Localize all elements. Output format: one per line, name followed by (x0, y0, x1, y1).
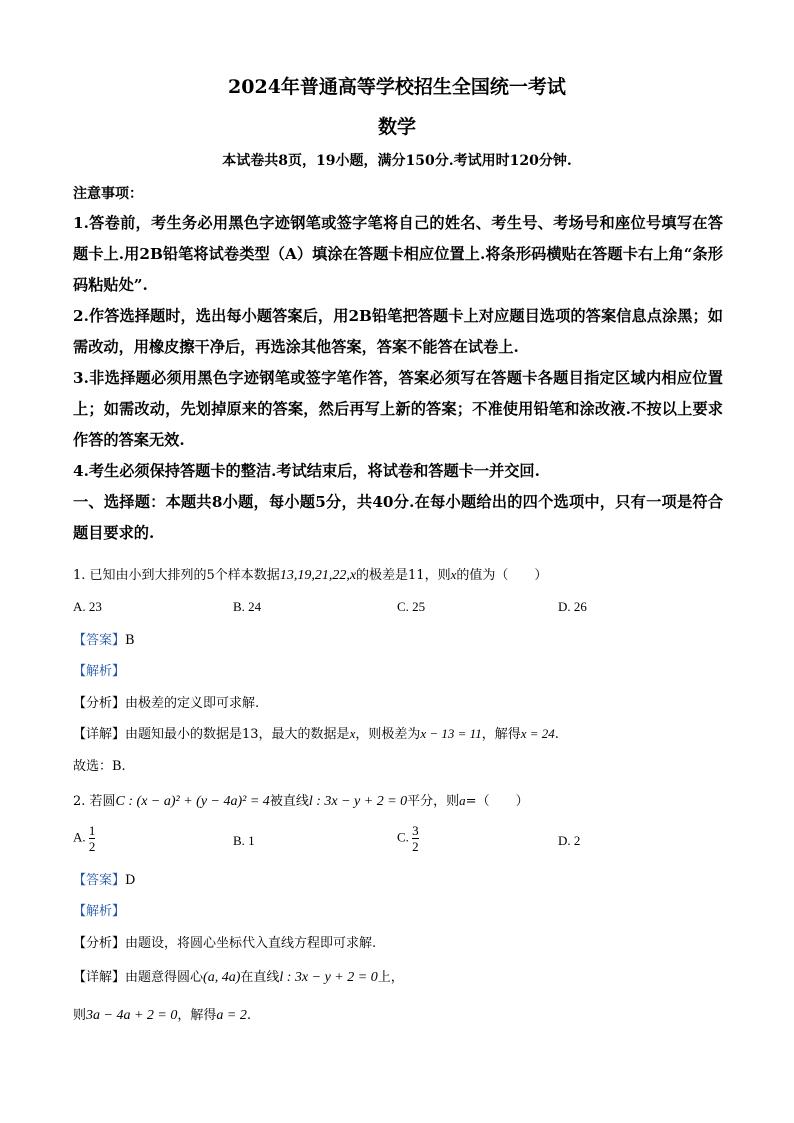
q2-analysis-tag: 【解析】 (73, 904, 126, 919)
solution-text-b: ，解得 (177, 1008, 217, 1023)
fenxi-tag: 【分析】 (73, 696, 126, 711)
q2-line-equation: l : 3x − y + 2 = 0 (308, 794, 408, 809)
detail-line-equation: l : 3x − y + 2 = 0 (279, 970, 378, 985)
q2-suffix: =（ ） (465, 794, 529, 809)
notice-item-4: 4.考生必须保持答题卡的整洁.考试结束后，将试卷和答题卡一并交回. (73, 462, 540, 480)
answer-tag: 【答案】 (73, 633, 126, 648)
fraction-denominator: 2 (412, 839, 419, 854)
q1-detail (73, 723, 559, 742)
q2-mid2: 平分，则 (407, 794, 460, 809)
q1-data: 13,19,21,22,x (279, 568, 357, 583)
q1-option-a: A. 23 (73, 599, 102, 614)
solution-equation: 3a − 4a + 2 = 0 (86, 1008, 178, 1023)
q2-fenxi (73, 932, 376, 951)
q2-var: a (459, 793, 466, 808)
answer-value: D (125, 873, 136, 888)
notice-item-1: 1.答卷前，考生务必用黑色字迹钢笔或签字笔将自己的姓名、考生号、考场号和座位号填写在答题卡上.用2B铅笔将试卷类型（A）填涂在答题卡相应位置上.将条形码横贴在答题卡右上角“条形码粘贴处”. (73, 214, 723, 294)
detail-text-c: ，解得 (481, 727, 521, 742)
detail-text-c: 上， (377, 970, 404, 985)
q2-detail (73, 966, 404, 986)
q2-solution-line (73, 1004, 251, 1024)
q1-answer (73, 629, 135, 648)
exam-meta: 本试卷共8页，19小题，满分150分.考试用时120分钟. (222, 153, 572, 169)
q1-option-d: D. 26 (558, 599, 587, 614)
q1-option-c: C. 25 (397, 599, 426, 614)
detail-eq-1: x − 13 = 11 (420, 726, 482, 741)
detail-text-b: 在直线 (240, 970, 280, 985)
solution-text-c: . (246, 1008, 251, 1023)
q2-option-b: B. 1 (233, 833, 255, 848)
fraction-denominator: 2 (88, 839, 96, 854)
q2-option-d: D. 2 (558, 833, 581, 848)
detail-text-a: 由题意得圆心 (125, 970, 204, 985)
fraction-numerator: 3 (412, 823, 419, 838)
detail-var: x (349, 726, 356, 741)
q1-var: x (450, 567, 457, 582)
q2-answer (73, 869, 135, 888)
notice-heading: 注意事项： (73, 186, 143, 202)
notice-item-3: 3.非选择题必须用黑色字迹钢笔或签字笔作答，答案必须写在答题卡各题目指定区域内相应位置上；如需改动，先划掉原来的答案，然后再写上新的答案；不准使用铅笔和涂改液.不按以上要求作答的答案无效. (73, 369, 723, 449)
q2-prefix: 2. 若圆 (73, 794, 116, 809)
fraction-one-half (89, 823, 96, 854)
question-2 (73, 790, 529, 810)
option-c-label: C. (397, 829, 409, 845)
q2-option-c (397, 823, 419, 854)
q1-option-b: B. 24 (233, 599, 262, 614)
exam-title: 2024年普通高等学校招生全国统一考试 (228, 76, 566, 98)
fenxi-text: 由题设，将圆心坐标代入直线方程即可求解. (125, 936, 377, 951)
solution-result: a = 2 (216, 1008, 247, 1023)
q2-mid: 被直线 (269, 794, 309, 809)
detail-tag: 【详解】 (73, 970, 126, 985)
fraction-numerator: 1 (88, 823, 96, 838)
fraction-three-halves (412, 823, 419, 854)
subject-heading: 数学 (377, 116, 416, 138)
q2-circle-equation: C : (x − a)² + (y − 4a)² = 4 (115, 794, 270, 809)
section-1-heading: 一、选择题：本题共8小题，每小题5分，共40分.在每小题给出的四个选项中，只有一项是符合题目要求的. (73, 493, 723, 542)
answer-value: B (125, 633, 135, 648)
solution-text-a: 则 (73, 1008, 87, 1023)
detail-text-b: ，则极差为 (355, 727, 421, 742)
q1-mid: 的极差是11，则 (356, 568, 451, 583)
answer-tag: 【答案】 (73, 873, 126, 888)
q1-conclusion: 故选：B. (73, 759, 126, 774)
question-1 (73, 564, 547, 584)
fenxi-tag: 【分析】 (73, 936, 126, 951)
q1-analysis-tag: 【解析】 (73, 664, 126, 679)
detail-eq-2: x = 24 (520, 726, 555, 741)
detail-text-d: . (554, 727, 559, 742)
option-a-label: A. (73, 829, 86, 845)
q1-suffix: 的值为（ ） (456, 568, 548, 583)
detail-text-a: 由题知最小的数据是13，最大的数据是 (125, 727, 350, 742)
circle-center: (a, 4a) (203, 970, 241, 985)
q2-option-a (73, 823, 95, 854)
q1-fenxi (73, 692, 259, 711)
q1-prefix: 1. 已知由小到大排列的5个样本数据 (73, 568, 280, 583)
detail-tag: 【详解】 (73, 727, 126, 742)
notice-item-2: 2.作答选择题时，选出每小题答案后，用2B铅笔把答题卡上对应题目选项的答案信息点涂黑；如需改动，用橡皮擦干净后，再选涂其他答案，答案不能答在试卷上. (73, 307, 723, 356)
fenxi-text: 由极差的定义即可求解. (125, 696, 260, 711)
